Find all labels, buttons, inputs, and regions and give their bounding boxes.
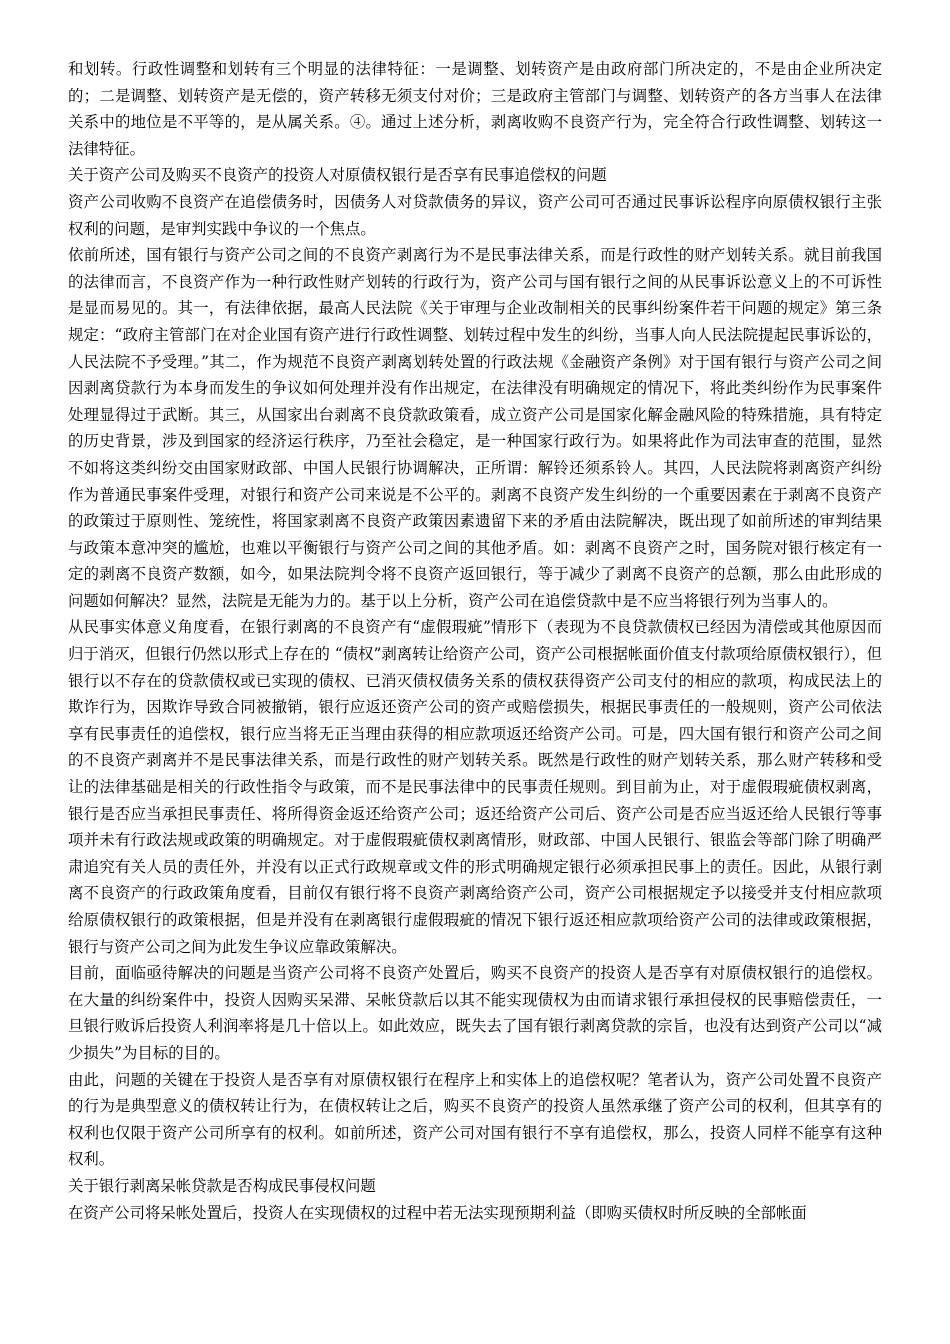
paragraph-administrative-transfer-features: 和划转。行政性调整和划转有三个明显的法律特征：一是调整、划转资产是由政府部门所决定的，不是由企业所决定的；二是调整、划转资产是无偿的，资产转移无须支付对价；三是政府主管部门与调整、划转资产的各方当事人在法律关系中的地位是不平等的，是从属关系。④。通过上述分析，剥离收购不良资产行为，完全符合行政性调整、划转这一法律特征。 [68, 60, 882, 158]
paragraph-non-litigability: 依前所述，国有银行与资产公司之间的不良资产剥离行为不是民事法律关系，而是行政性的财产划转关系。就目前我国的法律而言，不良资产作为一种行政性财产划转的行政行为，资产公司与国有银行之间的从民事诉讼意义上的不可诉性是显而易见的。其一，有法律依据，最高人民法院《关于审理与企业改制相关的民事纠纷案件若干问题的规定》第三条规定：“政府主管部门在对企业国有资产进行行政性调整、划转过程中发生的纠纷，当事人向人民法院提起民事诉讼的，人民法院不予受理。”其二，作为规范不良资产剥离划转处置的行政法规《金融资产条例》对于国有银行与资产公司之间因剥离贷款行为本身而发生的争议如何处理并没有作出规定，在法律没有明确规定的情况下，将此类纠纷作为民事案件处理显得过于武断。其三，从国家出台剥离不良贷款政策看，成立资产公司是国家化解金融风险的特殊措施，具有特定的历史背景，涉及到国家的经济运行秩序，乃至社会稳定，是一种国家行政行为。如果将此作为司法审查的范围，显然不如将这类纠纷交由国家财政部、中国人民银行协调解决，正所谓：解铃还须系铃人。其四，人民法院将剥离资产纠纷作为普通民事案件受理，对银行和资产公司来说是不公平的。剥离不良资产发生纠纷的一个重要因素在于剥离不良资产的政策过于原则性、笼统性，将国家剥离不良资产政策因素遗留下来的矛盾由法院解决，既出现了如前所述的审判结果与政策本意冲突的尴尬，也难以平衡银行与资产公司之间的其他矛盾。如：剥离不良资产之时，国务院对银行核定有一定的剥离不良资产数额，如今，如果法院判令将不良资产返回银行，等于减少了剥离不良资产的总额，那么由此形成的问题如何解决？显然，法院是无能为力的。基于以上分析，资产公司在追偿贷款中是不应当将银行列为当事人的。 [68, 246, 882, 610]
paragraph-dispute-focus: 资产公司收购不良资产在追偿债务时，因债务人对贷款债务的异议，资产公司可否通过民事诉讼程序向原债权银行主张权利的问题，是审判实践中争议的一个焦点。 [68, 192, 882, 238]
document-body [68, 56, 882, 1226]
paragraph-investor-recourse: 目前，面临亟待解决的问题是当资产公司将不良资产处置后，购买不良资产的投资人是否享有对原债权银行的追偿权。在大量的纠纷案件中，投资人因购买呆滞、呆帐贷款后以其不能实现债权为由而请求银行承担侵权的民事赔偿责任，一旦银行败诉后投资人利润率将是几十倍以上。如此效应，既失去了国有银行剥离贷款的宗旨，也没有达到资产公司以“减少损失”为目标的目的。 [68, 964, 882, 1062]
paragraph-key-question: 由此，问题的关键在于投资人是否享有对原债权银行在程序上和实体上的追偿权呢？笔者认为，资产公司处置不良资产的行为是典型意义的债权转让行为，在债权转让之后，购买不良资产的投资人虽然承继了资产公司的权利，但其享有的权利也仅限于资产公司所享有的权利。如前所述，资产公司对国有银行不享有追偿权，那么，投资人同样不能享有这种权利。 [68, 1070, 882, 1169]
paragraph-civil-substantive-view: 从民事实体意义角度看，在银行剥离的不良资产有“虚假瑕疵”情形下（表现为不良贷款债权已经因为清偿或其他原因而归于消灭，但银行仍然以形式上存在的 “债权”剥离转让给资产公司，资产公司根据帐面价值支付款项给原债权银行），但银行以不存在的贷款债权或已实现的债权、已消灭债权债务关系的债权获得资产公司支付的相应的款项，构成民法上的欺诈行为，因欺诈导致合同被撤销，银行应返还资产公司的资产或赔偿损失，根据民事责任的一般规则，资产公司依法享有民事责任的追偿权，银行应当将无正当理由获得的相应款项返还给资产公司。可是，四大国有银行和资产公司之间的不良资产剥离并不是民事法律关系，而是行政性的财产划转关系。既然是行政性的财产划转关系，那么财产转移和受让的法律基础是相关的行政性指令与政策，而不是民事法律中的民事责任规则。到目前为止，对于虚假瑕疵债权剥离，银行是否应当承担民事责任、将所得资金返还给资产公司；返还给资产公司后、资产公司是否应当返还给人民银行等事项并未有行政法规或政策的明确规定。对于虚假瑕疵债权剥离情形，财政部、中国人民银行、银监会等部门除了明确严肃追究有关人员的责任外，并没有以正式行政规章或文件的形式明确规定银行必须承担民事上的责任。因此，从银行剥离不良资产的行政政策角度看，目前仅有银行将不良资产剥离给资产公司，资产公司根据规定予以接受并支付相应款项给原债权银行的政策根据，但是并没有在剥离银行虚假瑕疵的情况下银行返还相应款项给资产公司的法律或政策根据，银行与资产公司之间为此发生争议应靠政策解决。 [68, 618, 882, 956]
section-heading-recourse-right: 关于资产公司及购买不良资产的投资人对原债权银行是否享有民事追偿权的问题 [68, 166, 607, 185]
section-heading-civil-tort: 关于银行剥离呆帐贷款是否构成民事侵权问题 [68, 1176, 376, 1195]
paragraph-bad-debt-disposal: 在资产公司将呆帐处置后，投资人在实现债权的过程中若无法实现预期利益（即购买债权时所反映的全部帐面 [68, 1203, 807, 1222]
